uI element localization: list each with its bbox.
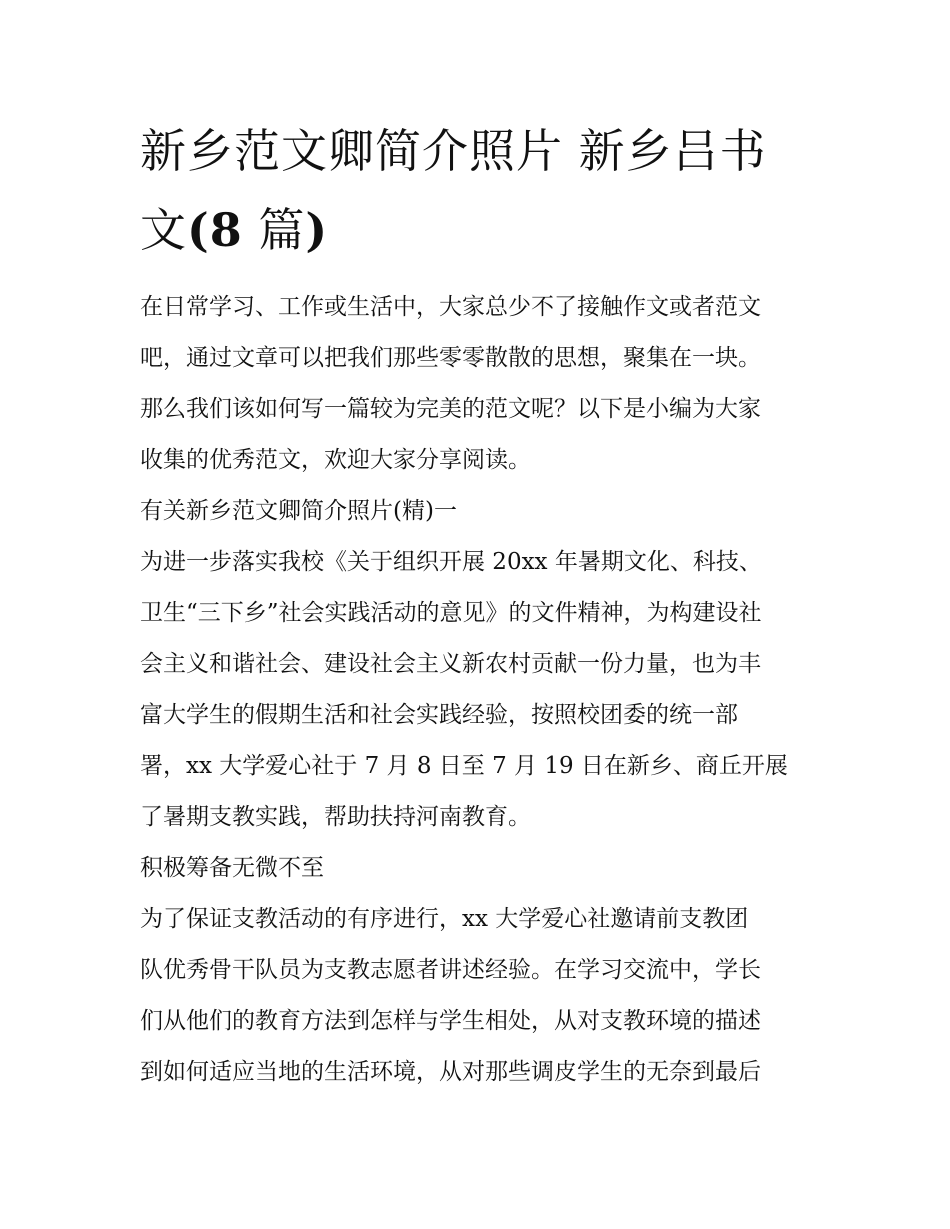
paragraph-line: 署，xx 大学爱心社于 7 月 8 日至 7 月 19 日在新乡、商丘开展 <box>140 753 788 779</box>
title-text-e: ) <box>305 203 329 257</box>
paragraph-line: 为进一步落实我校《关于组织开展 20xx 年暑期文化、科技、 <box>140 549 762 575</box>
document-title <box>140 112 820 270</box>
intro-paragraph <box>140 282 820 486</box>
section-heading: 有关新乡范文卿简介照片(精)一 <box>140 498 457 524</box>
paragraph-line: 富大学生的假期生活和社会实践经验，按照校团委的统一部 <box>140 702 738 728</box>
title-text-d: 篇 <box>258 203 306 257</box>
document-page <box>140 112 820 1098</box>
paragraph-line: 会主义和谐社会、建设社会主义新农村贡献一份力量，也为丰 <box>140 651 761 677</box>
intro-line: 在日常学习、工作或生活中，大家总少不了接触作文或者范文 <box>140 294 761 320</box>
intro-line: 那么我们该如何写一篇较为完美的范文呢？以下是小编为大家 <box>140 396 761 422</box>
paragraph-line: 卫生“三下乡”社会实践活动的意见》的文件精神，为构建设社 <box>140 600 762 626</box>
intro-line: 收集的优秀范文，欢迎大家分享阅读。 <box>140 447 531 473</box>
paragraph-line: 了暑期支教实践，帮助扶持河南教育。 <box>140 804 531 830</box>
paragraph-line: 到如何适应当地的生活环境，从对那些调皮学生的无奈到最后 <box>140 1059 761 1085</box>
title-text-b: 文 <box>140 203 187 257</box>
subheading: 积极筹备无微不至 <box>140 855 324 881</box>
title-text-a: 新乡范文卿简介照片 新乡吕书 <box>140 124 767 178</box>
body-paragraph-1 <box>140 537 820 843</box>
body-paragraph-2 <box>140 894 820 1098</box>
paragraph-line: 为了保证支教活动的有序进行，xx 大学爱心社邀请前支教团 <box>140 906 749 932</box>
intro-line: 吧，通过文章可以把我们那些零零散散的思想，聚集在一块。 <box>140 345 761 371</box>
paragraph-line: 队优秀骨干队员为支教志愿者讲述经验。在学习交流中，学长 <box>140 957 761 983</box>
paragraph-line: 们从他们的教育方法到怎样与学生相处，从对支教环境的描述 <box>140 1008 761 1034</box>
title-text-c: (8 <box>187 203 243 257</box>
